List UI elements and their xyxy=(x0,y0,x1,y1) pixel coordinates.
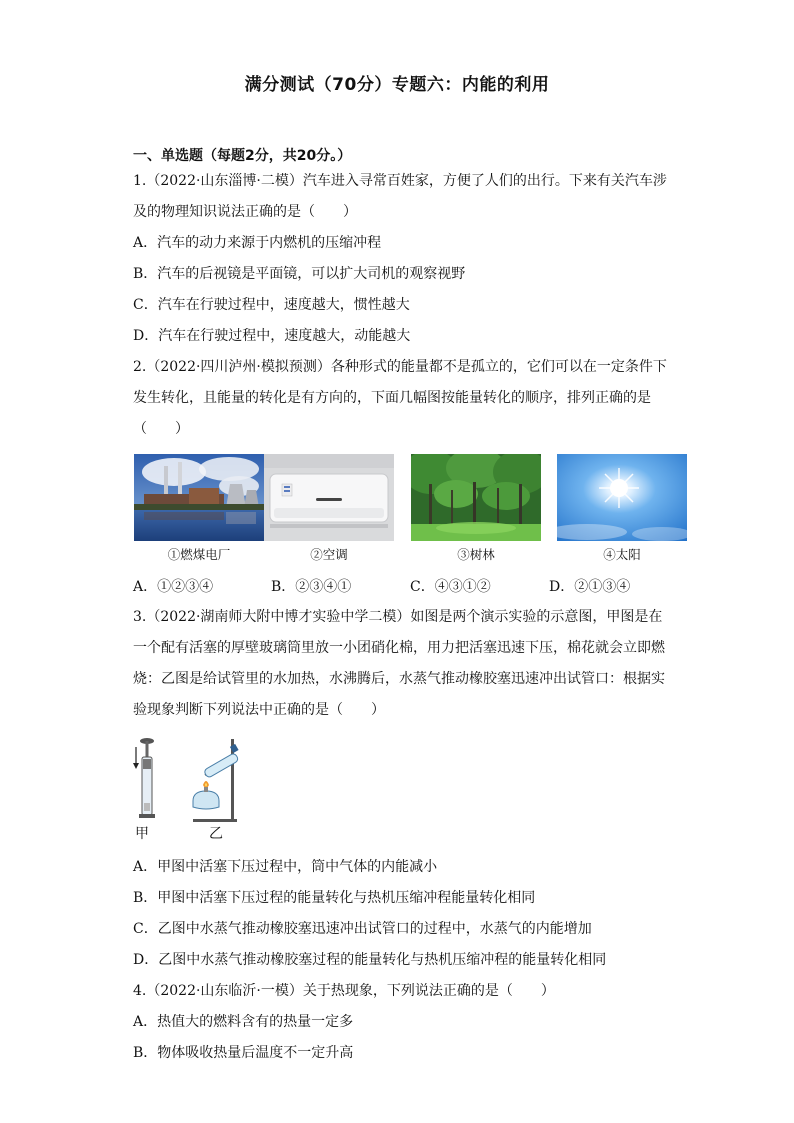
caption-air-conditioner: ②空调 xyxy=(310,547,348,562)
q3-stem-line2: 一个配有活塞的厚壁玻璃筒里放一小团硝化棉，用力把活塞迅速下压，棉花就会立即燃 xyxy=(133,640,665,656)
label-jia: 甲 xyxy=(135,826,149,842)
test-tube-diagram xyxy=(193,739,239,822)
q2-option-d: D．②①③④ xyxy=(549,579,631,595)
caption-forest: ③树林 xyxy=(457,547,495,562)
q1-stem-line2: 及的物理知识说法正确的是（ ） xyxy=(133,204,357,220)
q2-option-b: B．②③④① xyxy=(271,579,352,595)
caption-power-plant: ①燃煤电厂 xyxy=(167,547,231,562)
q1-option-d: D．汽车在行驶过程中，速度越大，动能越大 xyxy=(133,328,411,344)
q3-stem-line4: 验现象判断下列说法中正确的是（ ） xyxy=(133,702,385,718)
q1-stem-line1: 1.（2022·山东淄博·二模）汽车进入寻常百姓家，方便了人们的出行。下来有关汽车涉 xyxy=(133,173,667,189)
power-plant-image xyxy=(134,454,264,541)
caption-sun: ④太阳 xyxy=(603,547,641,562)
q4-option-a: A．热值大的燃料含有的热量一定多 xyxy=(133,1014,354,1030)
piston-cylinder-diagram xyxy=(133,738,155,818)
q3-option-d: D．乙图中水蒸气推动橡胶塞过程的能量转化与热机压缩冲程的能量转化相同 xyxy=(133,952,607,968)
q4-stem-line1: 4.（2022·山东临沂·一模）关于热现象，下列说法正确的是（ ） xyxy=(133,983,555,999)
q3-option-a: A．甲图中活塞下压过程中，筒中气体的内能减小 xyxy=(133,859,438,875)
q3-option-c: C．乙图中水蒸气推动橡胶塞迅速冲出试管口的过程中，水蒸气的内能增加 xyxy=(133,921,592,937)
q4-option-b: B．物体吸收热量后温度不一定升高 xyxy=(133,1045,354,1061)
q3-stem-line3: 烧：乙图是给试管里的水加热，水沸腾后，水蒸气推动橡胶塞迅速冲出试管口：根据实 xyxy=(133,671,665,687)
forest-image xyxy=(411,454,541,541)
page-title: 满分测试（70分）专题六：内能的利用 xyxy=(244,75,550,95)
q1-option-b: B．汽车的后视镜是平面镜，可以扩大司机的观察视野 xyxy=(133,266,466,282)
q3-stem-line1: 3.（2022·湖南师大附中博才实验中学二模）如图是两个演示实验的示意图，甲图是在 xyxy=(133,609,663,625)
label-yi: 乙 xyxy=(209,826,223,842)
q2-option-c: C．④③①② xyxy=(410,579,491,595)
sun-image xyxy=(557,454,687,541)
section-heading: 一、单选题（每题2分，共20分。） xyxy=(133,148,352,164)
q2-option-a: A．①②③④ xyxy=(133,579,214,595)
air-conditioner-image xyxy=(264,454,394,541)
q1-option-c: C．汽车在行驶过程中，速度越大，惯性越大 xyxy=(133,297,410,313)
q1-option-a: A．汽车的动力来源于内燃机的压缩冲程 xyxy=(133,235,382,251)
q2-stem-line1: 2.（2022·四川泸州·模拟预测）各种形式的能量都不是孤立的，它们可以在一定条件下 xyxy=(133,359,667,375)
q2-stem-line2: 发生转化，且能量的转化是有方向的，下面几幅图按能量转化的顺序，排列正确的是 xyxy=(133,390,651,406)
q3-option-b: B．甲图中活塞下压过程的能量转化与热机压缩冲程能量转化相同 xyxy=(133,890,536,906)
experiment-diagram xyxy=(133,735,243,825)
q2-stem-line3: （ ） xyxy=(133,421,189,437)
